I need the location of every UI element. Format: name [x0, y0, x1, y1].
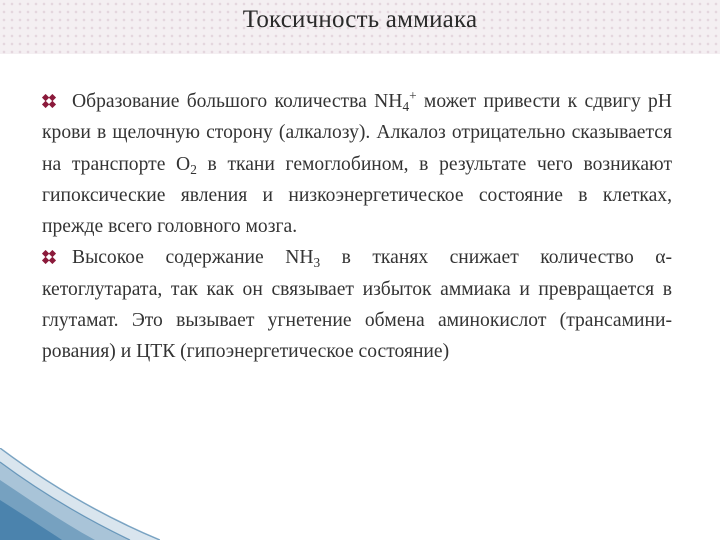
diamond-bullet-icon	[42, 86, 72, 117]
paragraph-1	[42, 86, 672, 242]
o2-subscript: 2	[190, 161, 197, 177]
slide-content	[42, 86, 672, 368]
paragraph-2-text-a: Высокое содержание NH	[72, 247, 314, 269]
page-title: Токсичность аммиака	[242, 6, 478, 33]
paragraph-1-text-a: Образование большого количества NH	[72, 91, 403, 112]
nh4-subscript: 4	[402, 98, 410, 114]
paragraph-1-text-c: в ткани гемоглобином, в результате чего возникают гипоксические явления и низкоэнергетическое состояние в клетках, прежде всего головного мозга.	[42, 153, 673, 238]
paragraph-1-text-b: может привести к сдвигу рН крови в щелочную сторону (алкалозу). Алкалоз отрицательно сказывается на транспорте О	[42, 91, 673, 175]
nh4-charge: +	[409, 87, 417, 103]
paragraph-2	[42, 242, 672, 367]
nh3-subscript: 3	[313, 255, 321, 271]
diamond-bullet-icon	[42, 242, 72, 273]
paragraph-2-text-b: в тканях снижает количество α-кетоглутарата, так как он связывает избыток аммиака и превращается в глутамат. Это вызывает угнетение обмена аминокислот (трансаминирования) и ЦТК (гипоэнергетическое состояние)	[42, 247, 673, 363]
corner-wave-decoration	[0, 448, 160, 540]
